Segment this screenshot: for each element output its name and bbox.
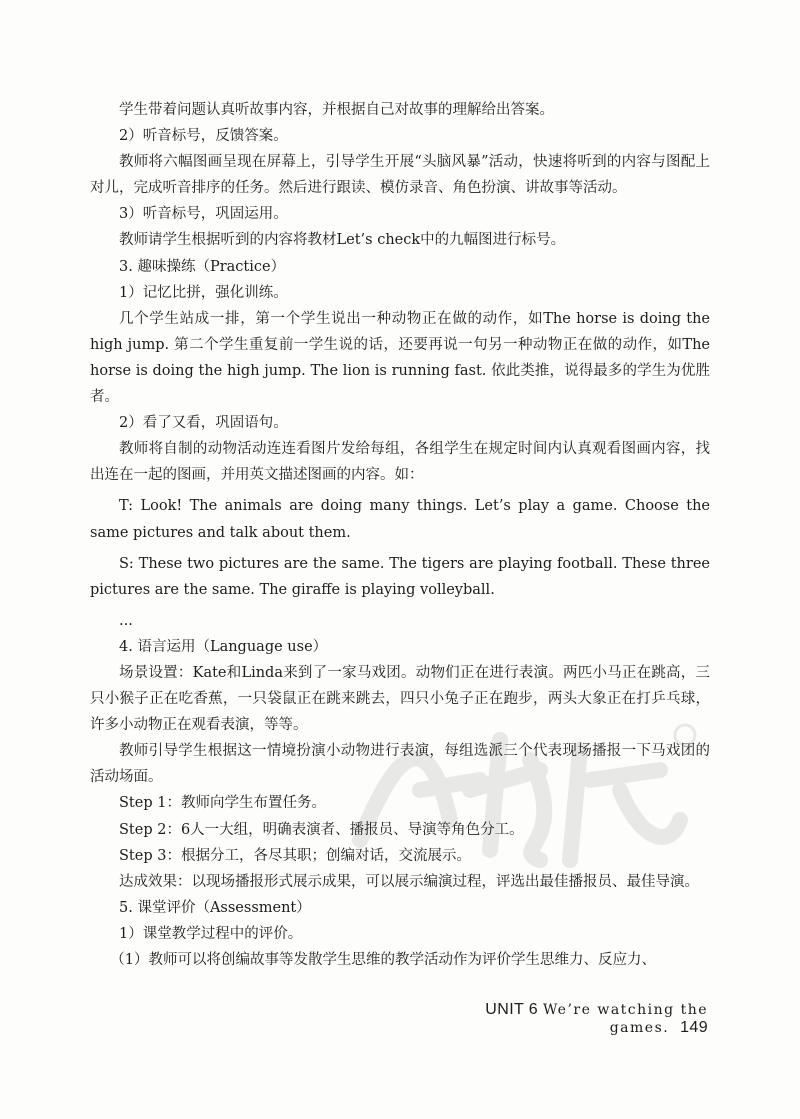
footer-unit: UNIT 6: [485, 1001, 539, 1018]
footer-title: We’re watching the games.: [542, 1002, 708, 1036]
step-item: Step 2：6人一大组，明确表演者、播报员、导演等角色分工。: [119, 821, 524, 838]
paragraph: 教师将六幅图画呈现在屏幕上，引导学生开展“头脑风暴”活动，快速将听到的内容与图配上对儿，完成听音排序的任务。然后进行跟读、模仿录音、角色扮演、讲故事等活动。: [90, 154, 710, 197]
paragraph: 达成效果：以现场播报形式展示成果，可以展示编演过程，评选出最佳播报员、最佳导演。: [119, 873, 699, 890]
page-body: [90, 97, 710, 973]
step-item: Step 1：教师向学生布置任务。: [119, 795, 326, 812]
paragraph: （1）教师可以将创编故事等发散学生思维的教学活动作为评价学生思维力、反应力、: [110, 952, 657, 968]
paragraph: 3）听音标号，巩固运用。: [119, 206, 288, 223]
paragraph: 1）记忆比拼，强化训练。: [119, 284, 288, 301]
paragraph: 几个学生站成一排，第一个学生说出一种动物正在做的动作，如The horse is doing the high jump. 第二个学生重复前一学生说的话，还要再说一句另一种动物正在做的动作，如The horse is doing the high jump. The lion is running fast. 依此类推，说得最多的学生为优胜者。: [90, 310, 710, 406]
page-number: 149: [680, 1019, 708, 1036]
section-heading: 4. 语言运用（Language use）: [119, 638, 328, 655]
paragraph: 1）课堂教学过程中的评价。: [119, 925, 303, 942]
dialogue-line: T: Look! The animals are doing many things. Let’s play a game. Choose the same pictures and talk about them.: [90, 498, 710, 541]
section-heading: 5. 课堂评价（Assessment）: [119, 899, 311, 916]
paragraph: 场景设置：Kate和Linda来到了一家马戏团。动物们正在进行表演。两匹小马正在跳高，三只小猴子正在吃香蕉，一只袋鼠正在跳来跳去，四只小兔子正在跑步，两头大象正在打乒乓球，许多小动物正在观看表演，等等。: [90, 664, 710, 734]
paragraph: 2）看了又看，巩固语句。: [119, 415, 288, 432]
dialogue-line: S: These two pictures are the same. The tigers are playing football. These three pictures are the same. The giraffe is playing volleyball.: [90, 555, 710, 598]
step-item: Step 3：根据分工，各尽其职；创编对话，交流展示。: [119, 847, 471, 864]
paragraph: 学生带着问题认真听故事内容，并根据自己对故事的理解给出答案。: [119, 102, 554, 118]
section-heading: 3. 趣味操练（Practice）: [119, 258, 286, 275]
paragraph: 教师将自制的动物活动连连看图片发给每组，各组学生在规定时间内认真观看图画内容，找出连在一起的图画，并用英文描述图画的内容。如：: [90, 441, 710, 484]
paragraph: 教师请学生根据听到的内容将教材Let’s check中的九幅图进行标号。: [119, 232, 566, 249]
page-footer: [440, 1001, 708, 1037]
paragraph: 2）听音标号，反馈答案。: [119, 128, 288, 145]
paragraph: 教师引导学生根据这一情境扮演小动物进行表演，每组选派三个代表现场播报一下马戏团的活动场面。: [90, 743, 710, 786]
ellipsis: ...: [119, 612, 133, 629]
